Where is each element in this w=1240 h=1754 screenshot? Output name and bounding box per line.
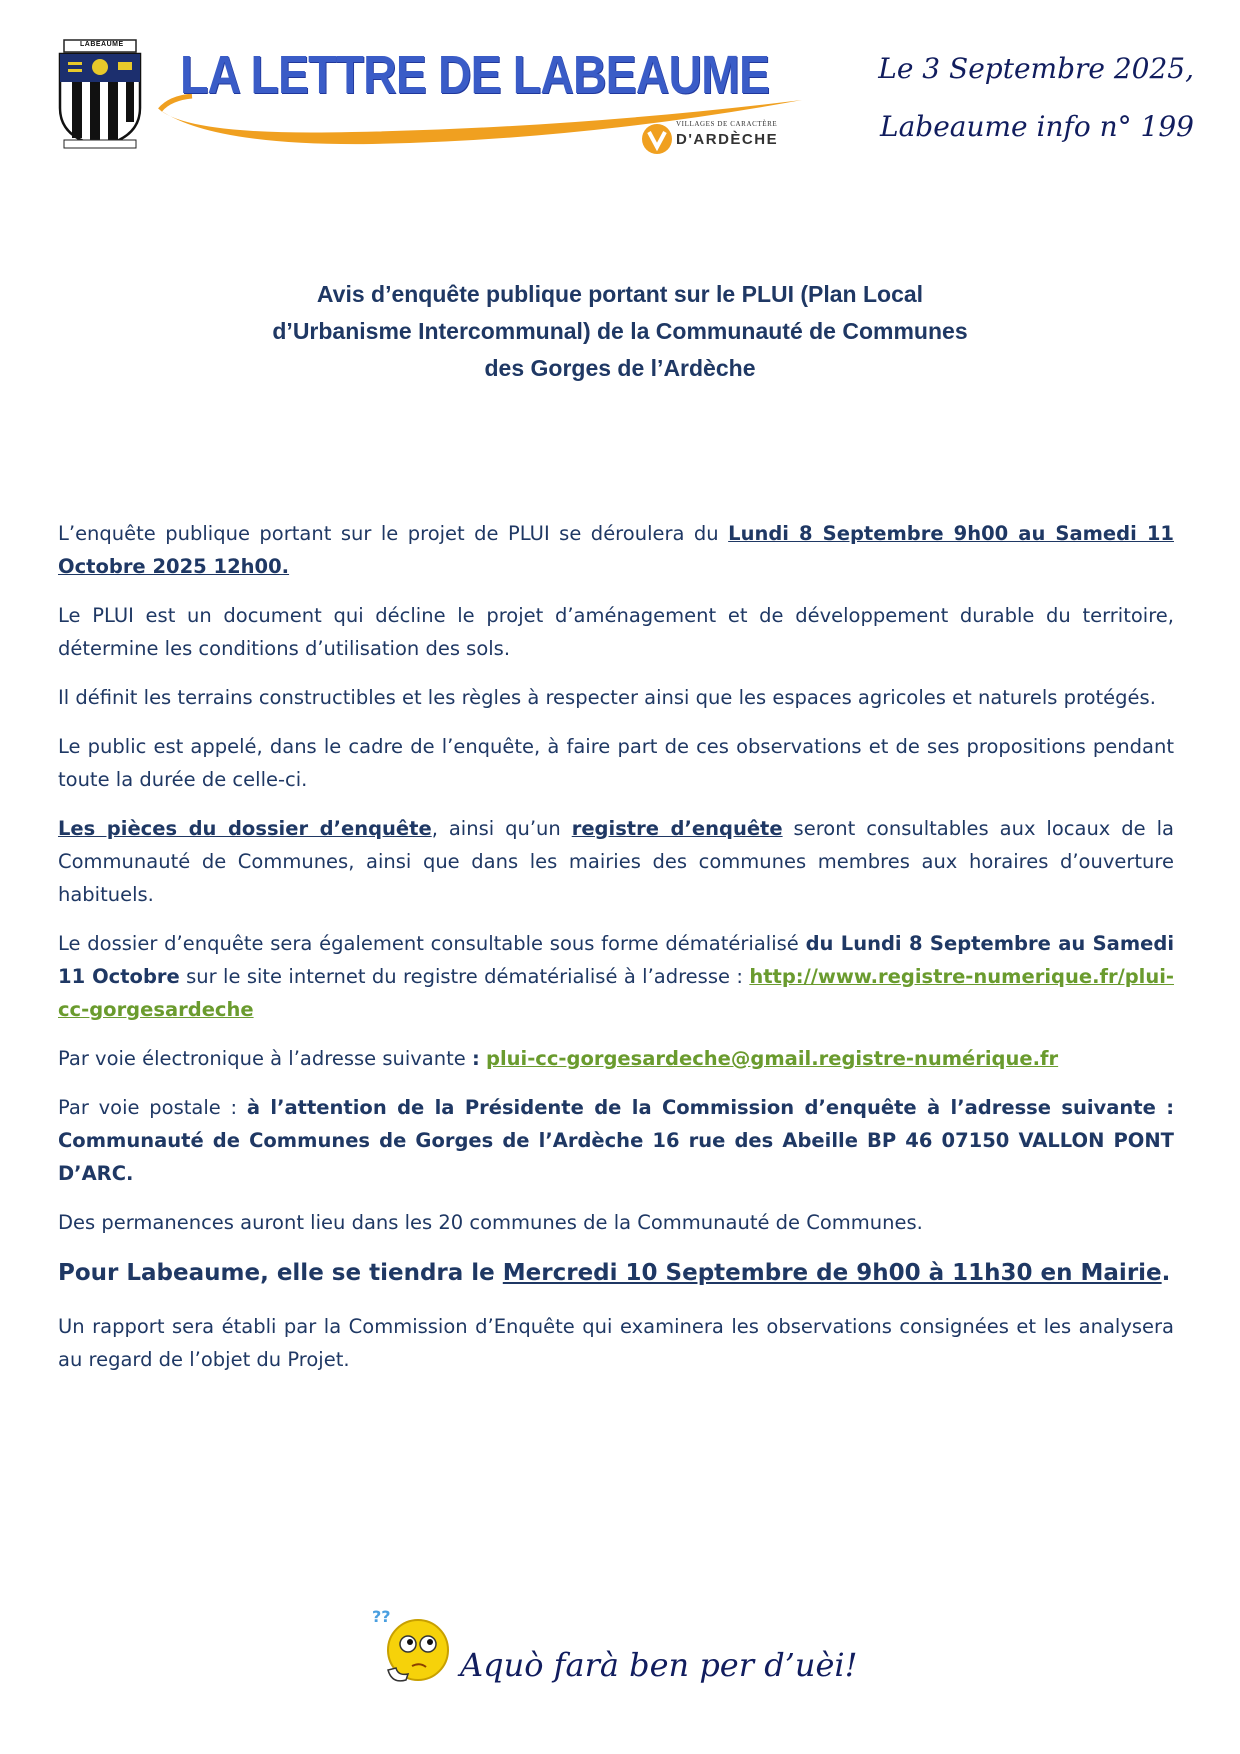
postal-address: à l’attention de la Présidente de la Commission d’enquête à l’adresse suivante : Communauté de Communes de Gorges de l’Ardèche 16 rue des Abeille BP 46 07150 VALLON PONT D’ARC. (58, 1096, 1175, 1185)
paragraph-dossier (58, 812, 1174, 911)
paragraph-plui-terrains: Il définit les terrains constructibles et les règles à respecter ainsi que les espaces agricoles et naturels protégés. (58, 686, 1156, 709)
p7-text: Par voie électronique à l’adresse suivante (58, 1047, 472, 1070)
paragraph-permanences: Des permanences auront lieu dans les 20 communes de la Communauté de Communes. (58, 1211, 923, 1234)
p6-dates: du Lundi 8 Septembre au Samedi 11 Octobre (58, 932, 1175, 988)
p6-text-a: Le dossier d’enquête sera également consultable sous forme dématérialisé (58, 932, 806, 955)
p7-colon: : (471, 1047, 480, 1070)
p6-text-b: sur le site internet du registre dématérialisé à l’adresse : (179, 965, 750, 988)
paragraph-public: Le public est appelé, dans le cadre de l’enquête, à faire part de ces observations et de ses propositions pendant toute la durée de celle-ci. (58, 735, 1174, 791)
p10-date: Mercredi 10 Septembre de 9h00 à 11h30 en Mairie (502, 1260, 1162, 1286)
article-body (58, 517, 1174, 1392)
p10-end: . (1161, 1260, 1171, 1286)
paragraph-plui-definition: Le PLUI est un document qui décline le projet d’aménagement et de développement durable du territoire, détermine les conditions d’utilisation des sols. (58, 604, 1174, 660)
newsletter-banner (152, 36, 812, 156)
newsletter-title: LA LETTRE DE LABEAUME (180, 45, 770, 105)
email-link[interactable]: plui-cc-gorgesardeche@gmail.registre-numérique.fr (485, 1047, 1059, 1070)
thinking-smiley-icon (368, 1604, 460, 1694)
dossier-link[interactable]: Les pièces du dossier d’enquête (58, 817, 432, 840)
labeaume-crest-logo (50, 38, 150, 150)
villages-caractere-logo (640, 120, 810, 160)
title-line-1: Avis d’enquête publique portant sur le PLUI (Plan Local (316, 281, 924, 307)
p5-end: seront consultables aux locaux de la Communauté de Communes, ainsi que dans les mairies des communes membres aux horaires d’ouverture habituels. (58, 817, 1174, 906)
title-line-2: d’Urbanisme Intercommunal) de la Communauté de Communes (272, 318, 968, 344)
svg-text:??: ?? (372, 1607, 391, 1626)
p1-text: L’enquête publique portant sur le projet de PLUI se déroulera du (58, 522, 729, 545)
paragraph-postale (58, 1091, 1174, 1190)
p1-dates: Lundi 8 Septembre 9h00 au Samedi 11 Octobre 2025 12h00. (58, 522, 1174, 578)
p10-text: Pour Labeaume, elle se tiendra le (58, 1260, 503, 1286)
document-title (200, 276, 1040, 387)
paragraph-labeaume-permanence (58, 1257, 1174, 1290)
villages-big-label: D'ARDÈCHE (676, 131, 779, 148)
footer (360, 1604, 880, 1694)
paragraph-dematerialise (58, 927, 1174, 1026)
crest-label: LABEAUME (80, 41, 124, 48)
paragraph-enquete-dates (58, 517, 1174, 583)
paragraph-rapport: Un rapport sera établi par la Commission d’Enquête qui examinera les observations consignées et les analysera au regard de l’objet du Projet. (58, 1315, 1174, 1371)
header (0, 0, 1240, 170)
issue-number: Labeaume info n° 199 (879, 110, 1194, 143)
p8-text: Par voie postale : (58, 1096, 247, 1119)
p5-mid: , ainsi qu’un (431, 817, 572, 840)
issue-date: Le 3 Septembre 2025, (878, 52, 1194, 85)
paragraph-electronique (58, 1042, 1174, 1075)
dateline (878, 40, 1194, 156)
footer-motto: Aquò farà ben per d’uèi! (460, 1646, 858, 1684)
title-line-3: des Gorges de l’Ardèche (484, 355, 756, 381)
registre-url-link[interactable]: http://www.registre-numerique.fr/plui-cc-gorgesardeche (58, 965, 1174, 1021)
villages-small-label: VILLAGES DE CARACTÈRE (676, 120, 778, 128)
registre-link[interactable]: registre d’enquête (571, 817, 783, 840)
